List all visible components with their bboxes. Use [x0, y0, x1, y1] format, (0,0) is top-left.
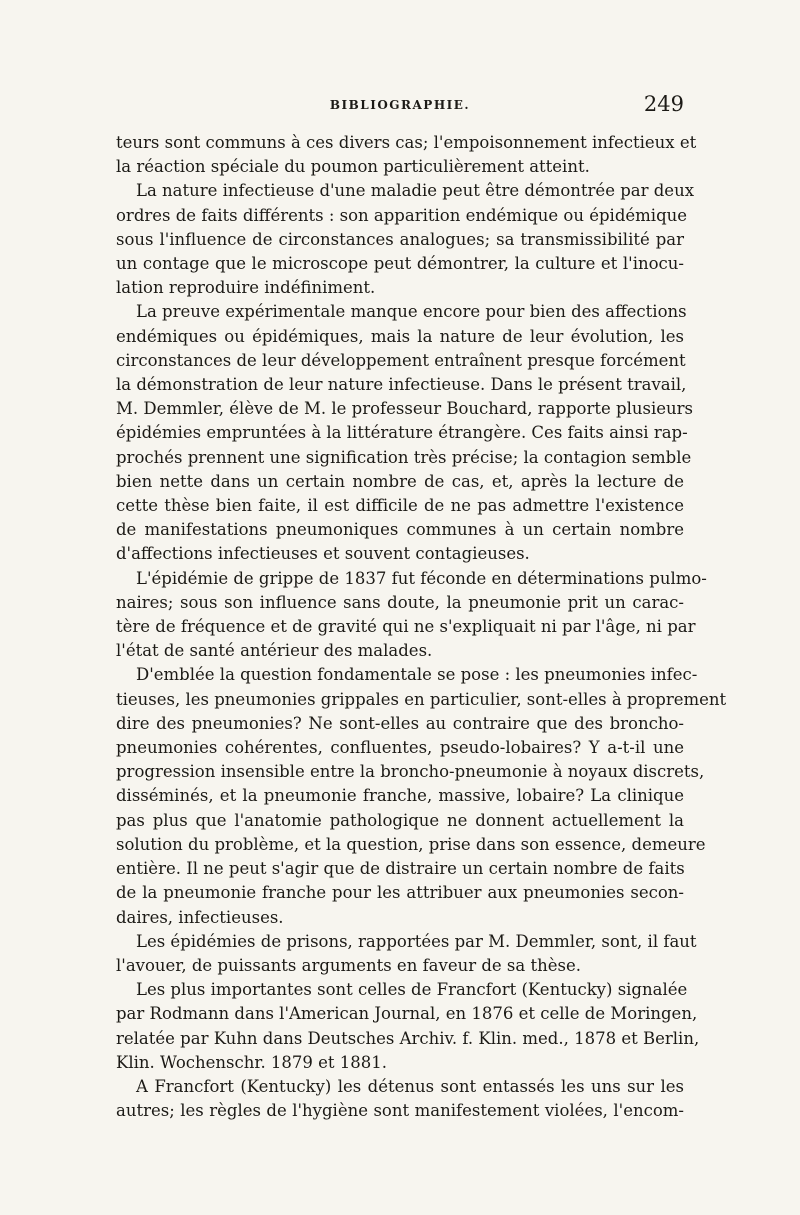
text-line: daires, infectieuses. [116, 907, 284, 927]
text-line: Les épidémies de prisons, rapportées par M. Demmler, sont, il faut [136, 931, 697, 951]
paragraph [116, 567, 707, 664]
text-line: endémiques ou épidémiques, mais la nature de leur évolution, les [116, 326, 684, 346]
text-line: bien nette dans un certain nombre de cas, et, après la lecture de [116, 471, 684, 491]
text-line: dire des pneumonies? Ne sont-elles au contraire que des broncho- [116, 713, 684, 733]
page-number: 249 [643, 92, 684, 116]
paragraph [116, 131, 697, 179]
text-line: épidémies empruntées à la littérature étrangère. Ces faits ainsi rap- [116, 423, 688, 443]
page-header [116, 92, 684, 122]
text-line: A Francfort (Kentucky) les détenus sont entassés les uns sur les [136, 1076, 684, 1096]
text-line: sous l'influence de circonstances analogues; sa transmissibilité par [116, 229, 684, 249]
text-line: disséminés, et la pneumonie franche, massive, lobaire? La clinique [116, 786, 684, 806]
text-line: tère de fréquence et de gravité qui ne s'expliquait ni par l'âge, ni par [116, 617, 696, 637]
text-line: entière. Il ne peut s'agir que de distraire un certain nombre de faits [116, 859, 685, 879]
text-line: cette thèse bien faite, il est difficile de ne pas admettre l'existence [116, 496, 684, 516]
text-line: ordres de faits différents : son apparition endémique ou épidémique [116, 205, 688, 225]
text-line: La preuve expérimentale manque encore pour bien des affections [136, 302, 687, 322]
text-line: la démonstration de leur nature infectieuse. Dans le présent travail, [116, 375, 687, 395]
text-line: un contage que le microscope peut démontrer, la culture et l'inocu- [116, 254, 684, 274]
text-line: tieuses, les pneumonies grippales en particulier, sont-elles à proprement [116, 689, 727, 709]
text-line: La nature infectieuse d'une maladie peut être démontrée par deux [136, 181, 694, 201]
text-line: l'avouer, de puissants arguments en faveur de sa thèse. [116, 955, 581, 975]
body-text [116, 131, 727, 1123]
paragraph [116, 1075, 684, 1123]
text-line: la réaction spéciale du poumon particulièrement atteint. [116, 157, 590, 177]
text-line: pneumonies cohérentes, confluentes, pseudo-lobaires? Y a-t-il une [116, 738, 684, 758]
text-line: prochés prennent une signification très précise; la contagion semble [116, 447, 692, 467]
text-line: de manifestations pneumoniques communes à un certain nombre [116, 520, 684, 540]
text-line: Klin. Wochenschr. 1879 et 1881. [116, 1052, 388, 1072]
text-line: pas plus que l'anatomie pathologique ne donnent actuellement la [116, 810, 684, 830]
text-line: autres; les règles de l'hygiène sont manifestement violées, l'encom- [116, 1101, 684, 1121]
text-line: Les plus importantes sont celles de Francfort (Kentucky) signalée [136, 980, 688, 1000]
text-line: solution du problème, et la question, prise dans son essence, demeure [116, 834, 706, 854]
text-line: progression insensible entre la broncho-pneumonie à noyaux discrets, [116, 762, 705, 782]
paragraph [116, 300, 693, 566]
text-line: L'épidémie de grippe de 1837 fut féconde en déterminations pulmo- [136, 568, 707, 588]
text-line: l'état de santé antérieur des malades. [116, 641, 433, 661]
text-line: teurs sont communs à ces divers cas; l'empoisonnement infectieux et [116, 133, 697, 152]
text-line: D'emblée la question fondamentale se pose : les pneumonies infec- [136, 665, 698, 685]
text-line: naires; sous son influence sans doute, la pneumonie prit un carac- [116, 592, 684, 612]
paragraph [116, 930, 697, 978]
text-line: relatée par Kuhn dans Deutsches Archiv. f. Klin. med., 1878 et Berlin, [116, 1028, 700, 1048]
text-line: lation reproduire indéfiniment. [116, 278, 376, 298]
paragraph [116, 978, 700, 1075]
text-line: par Rodmann dans l'American Journal, en 1876 et celle de Moringen, [116, 1004, 698, 1024]
text-line: M. Demmler, élève de M. le professeur Bouchard, rapporte plusieurs [116, 399, 693, 419]
paragraph [116, 179, 694, 300]
paragraph [116, 663, 727, 929]
text-line: circonstances de leur développement entraînent presque forcément [116, 350, 686, 370]
text-line: de la pneumonie franche pour les attribuer aux pneumonies secon- [116, 883, 684, 903]
text-line: d'affections infectieuses et souvent contagieuses. [116, 544, 530, 564]
running-title: BIBLIOGRAPHIE. [329, 98, 471, 112]
